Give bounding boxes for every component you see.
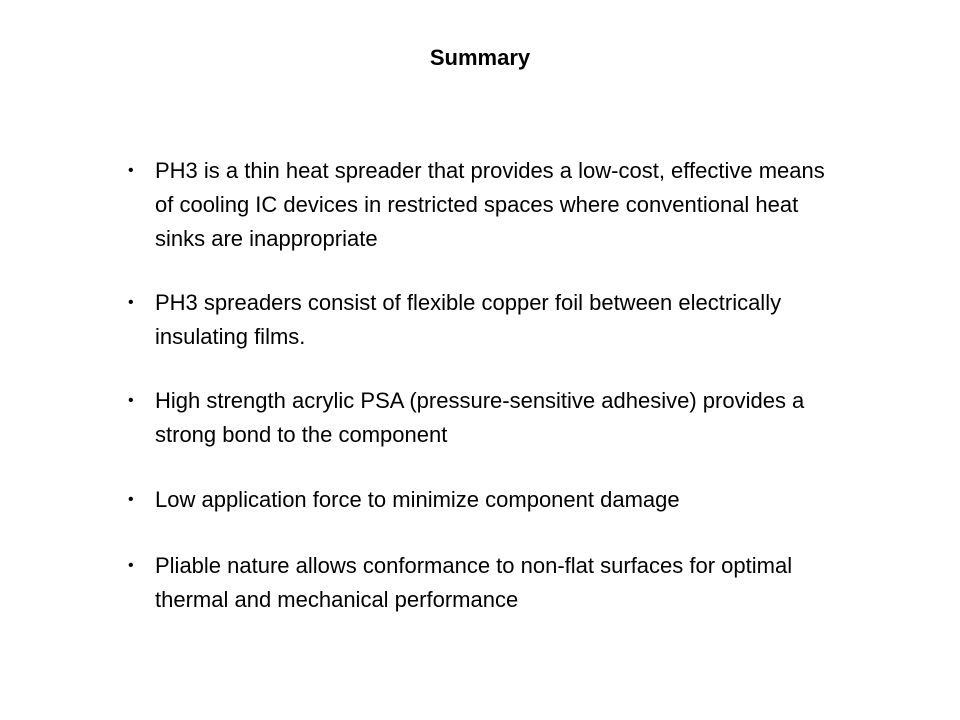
bullet-item	[128, 483, 848, 517]
bullet-text: PH3 is a thin heat spreader that provides a low-cost, effective means of cooling IC devices in restricted spaces where conventional heat sinks are inappropriate	[155, 158, 825, 251]
bullet-icon: •	[128, 162, 134, 179]
bullet-text: High strength acrylic PSA (pressure-sensitive adhesive) provides a strong bond to the component	[155, 388, 805, 447]
bullet-text: Pliable nature allows conformance to non-flat surfaces for optimal thermal and mechanical performance	[155, 553, 793, 612]
bullet-item	[128, 286, 848, 354]
bullet-text: Low application force to minimize component damage	[155, 487, 680, 512]
bullet-icon: •	[128, 557, 134, 574]
bullet-item	[128, 549, 848, 617]
bullet-icon: •	[128, 491, 134, 508]
bullet-icon: •	[128, 392, 134, 409]
bullet-item	[128, 384, 848, 452]
bullet-item	[128, 154, 848, 256]
bullet-text: PH3 spreaders consist of flexible copper foil between electrically insulating films.	[155, 290, 782, 349]
bullet-icon: •	[128, 294, 134, 311]
slide-title: Summary	[429, 45, 531, 70]
